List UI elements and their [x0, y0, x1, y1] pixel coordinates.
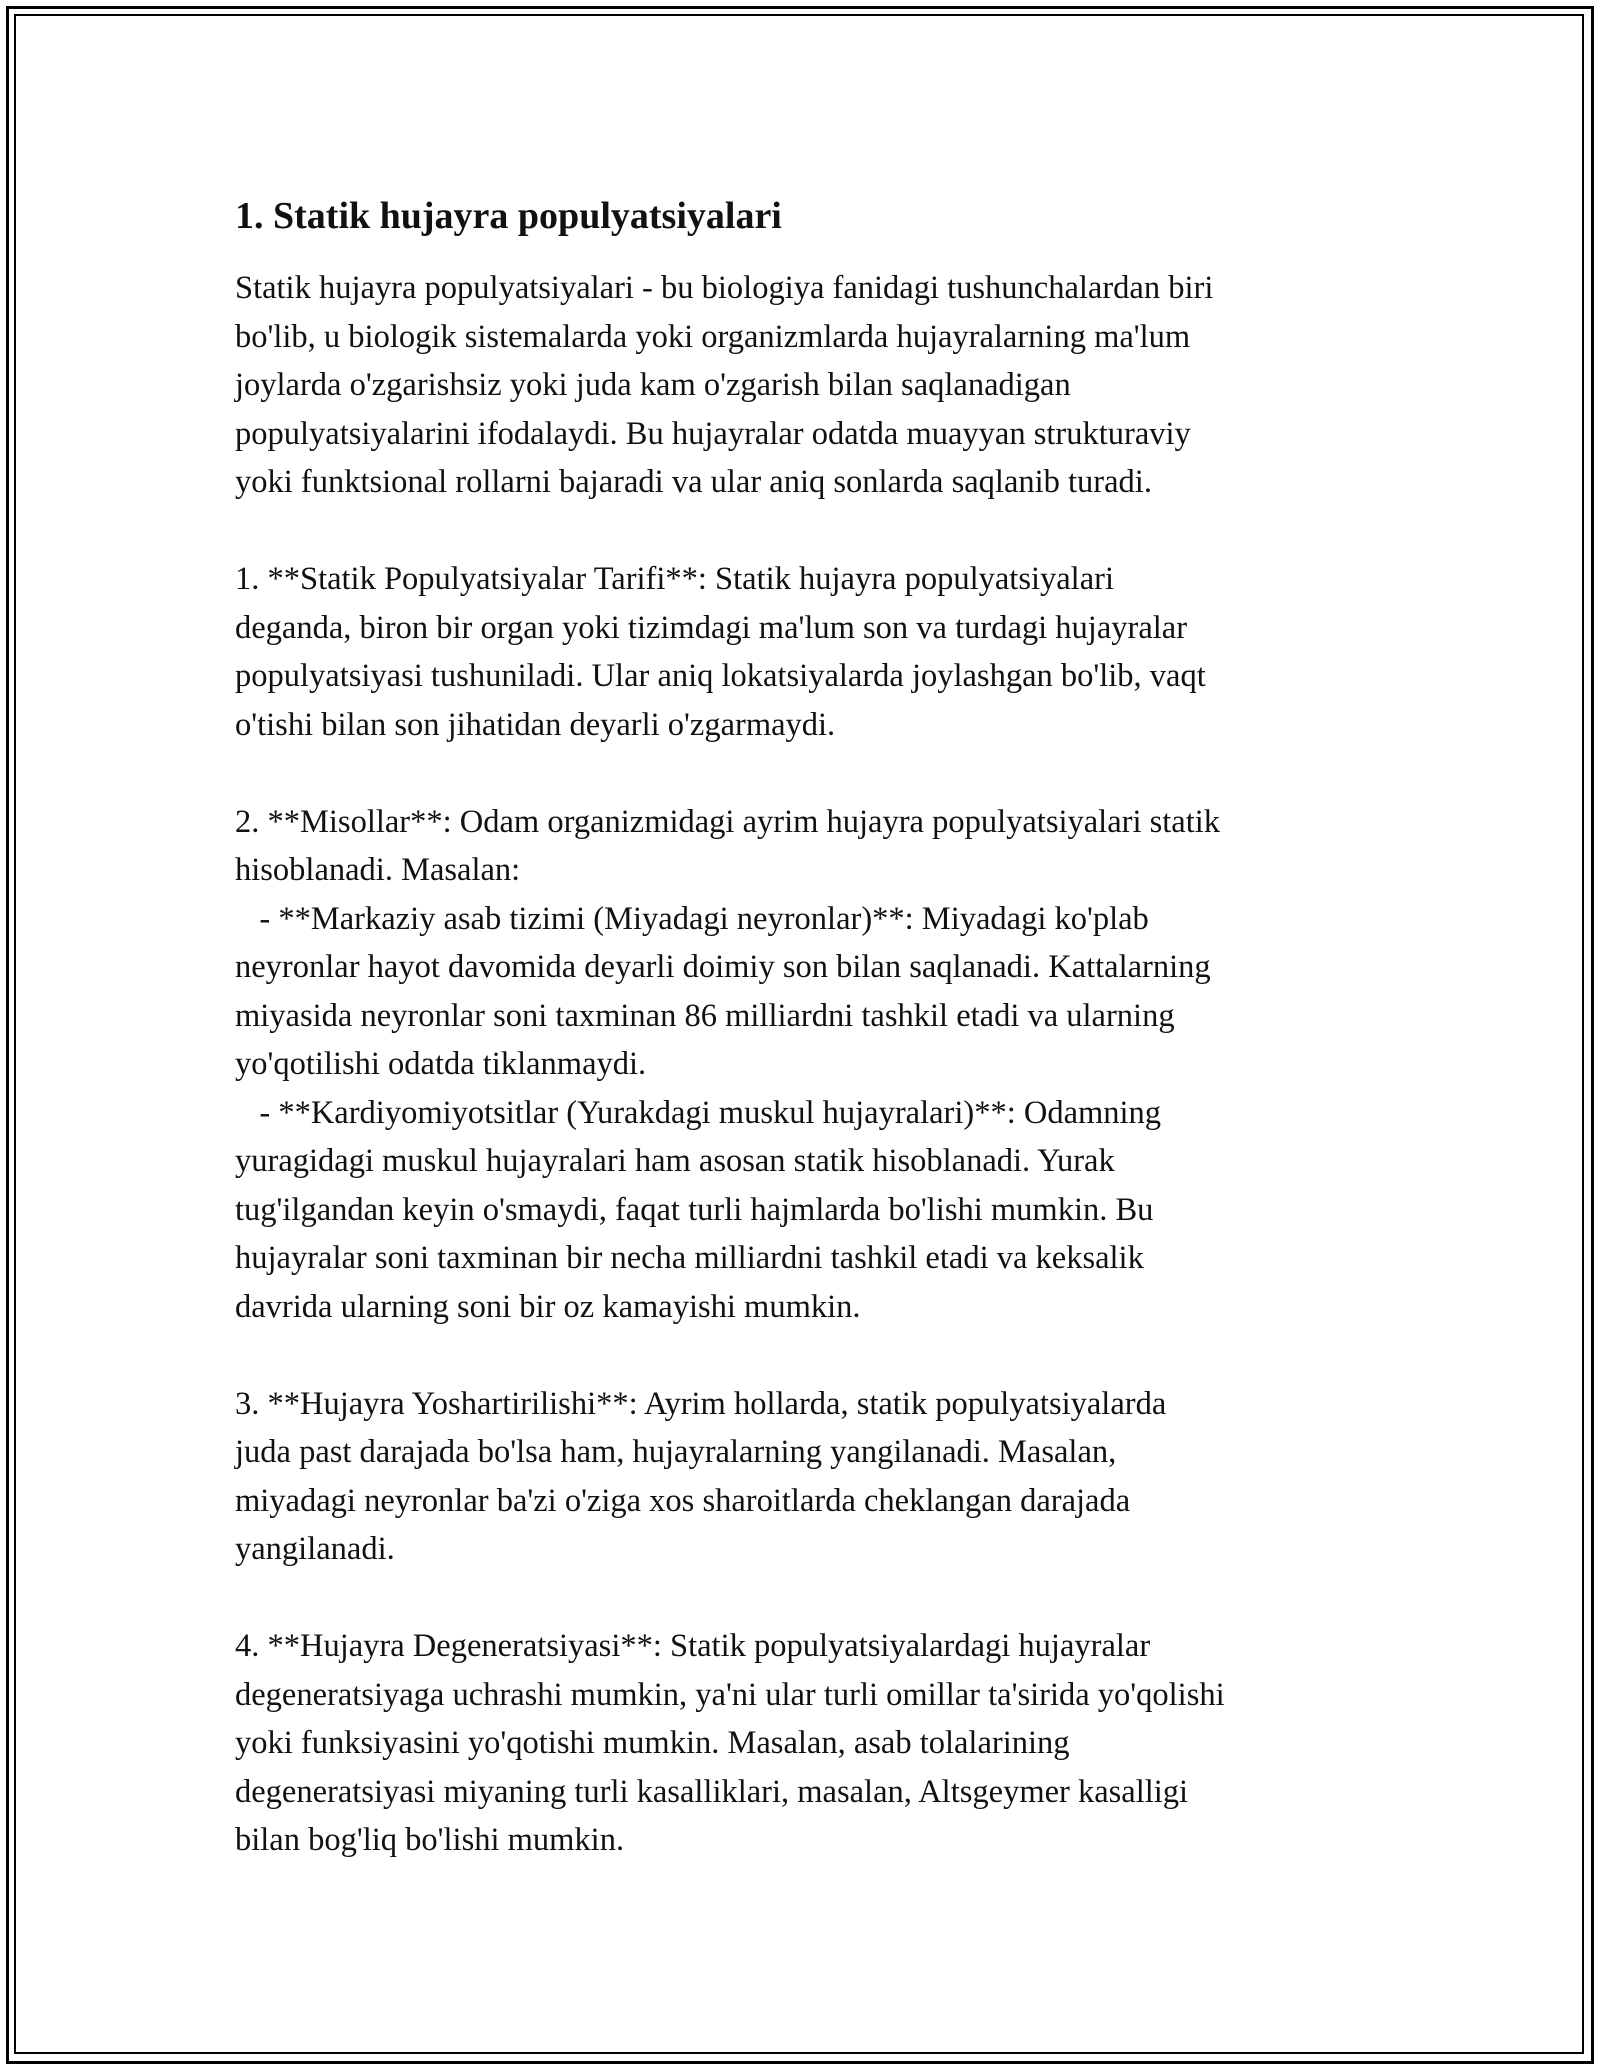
text-line: 1. **Statik Populyatsiyalar Tarifi**: Statik hujayra populyatsiyalari: [235, 561, 1114, 597]
paragraph-gap: [235, 1574, 1365, 1623]
text-line: degeneratsiyaga uchrashi mumkin, ya'ni ular turli omillar ta'sirida yo'qolishi: [235, 1676, 1225, 1713]
definition-paragraph: [235, 555, 1365, 749]
text-line: o'tishi bilan son jihatidan deyarli o'zgarmaydi.: [235, 706, 836, 743]
text-line: - **Markaziy asab tizimi (Miyadagi neyronlar)**: Miyadagi ko'plab: [235, 900, 1149, 937]
text-line: hisoblanadi. Masalan:: [235, 852, 521, 888]
paragraph-gap: [235, 1331, 1365, 1380]
text-line: deganda, biron bir organ yoki tizimdagi ma'lum son va turdagi hujayralar: [235, 609, 1188, 646]
text-line: 2. **Misollar**: Odam organizmidagi ayrim hujayra populyatsiyalari statik: [235, 803, 1221, 840]
text-line: yuragidagi muskul hujayralari ham asosan statik hisoblanadi. Yurak: [235, 1143, 1115, 1179]
text-line: Statik hujayra populyatsiyalari - bu biologiya fanidagi tushunchalardan biri: [235, 270, 1214, 306]
text-line: yoki funktsional rollarni bajaradi va ular aniq sonlarda saqlanib turadi.: [235, 464, 1152, 500]
text-line: bilan bog'liq bo'lishi mumkin.: [235, 1822, 625, 1858]
text-line: yo'qotilishi odatda tiklanmaydi.: [235, 1046, 647, 1082]
text-line: hujayralar soni taxminan bir necha milliardni tashkil etadi va keksalik: [235, 1240, 1144, 1276]
text-line: populyatsiyalarini ifodalaydi. Bu hujayralar odatda muayyan strukturaviy: [235, 415, 1191, 452]
rejuvenation-paragraph: [235, 1380, 1365, 1574]
text-line: davrida ularning soni bir oz kamayishi mumkin.: [235, 1288, 861, 1325]
examples-paragraph: [235, 798, 1365, 1332]
paragraph-gap: [235, 507, 1365, 556]
text-line: neyronlar hayot davomida deyarli doimiy son bilan saqlanadi. Kattalarning: [235, 949, 1211, 985]
text-line: yangilanadi.: [235, 1531, 395, 1567]
section-heading: 1. Statik hujayra populyatsiyalari: [235, 195, 782, 237]
text-line: miyasida neyronlar soni taxminan 86 milliardni tashkil etadi va ularning: [235, 997, 1175, 1034]
intro-paragraph: [235, 264, 1365, 507]
text-line: 4. **Hujayra Degeneratsiyasi**: Statik populyatsiyalardagi hujayralar: [235, 1628, 1151, 1664]
text-line: miyadagi neyronlar ba'zi o'ziga xos sharoitlarda cheklangan darajada: [235, 1482, 1131, 1519]
text-line: bo'lib, u biologik sistemalarda yoki organizmlarda hujayralarning ma'lum: [235, 318, 1191, 355]
text-line: joylarda o'zgarishsiz yoki juda kam o'zgarish bilan saqlanadigan: [235, 367, 1071, 403]
document-body: [235, 188, 1365, 1865]
text-line: tug'ilgandan keyin o'smaydi, faqat turli hajmlarda bo'lishi mumkin. Bu: [235, 1191, 1154, 1228]
text-line: populyatsiyasi tushuniladi. Ular aniq lokatsiyalarda joylashgan bo'lib, vaqt: [235, 658, 1206, 694]
text-line: yoki funksiyasini yo'qotishi mumkin. Masalan, asab tolalarining: [235, 1725, 1070, 1761]
degeneration-paragraph: [235, 1622, 1365, 1865]
text-line: degeneratsiyasi miyaning turli kasalliklari, masalan, Altsgeymer kasalligi: [235, 1773, 1189, 1810]
paragraph-gap: [235, 749, 1365, 798]
text-line: - **Kardiyomiyotsitlar (Yurakdagi muskul hujayralari)**: Odamning: [235, 1094, 1162, 1131]
text-line: 3. **Hujayra Yoshartirilishi**: Ayrim hollarda, statik populyatsiyalarda: [235, 1385, 1167, 1422]
text-line: juda past darajada bo'lsa ham, hujayralarning yangilanadi. Masalan,: [235, 1434, 1117, 1470]
